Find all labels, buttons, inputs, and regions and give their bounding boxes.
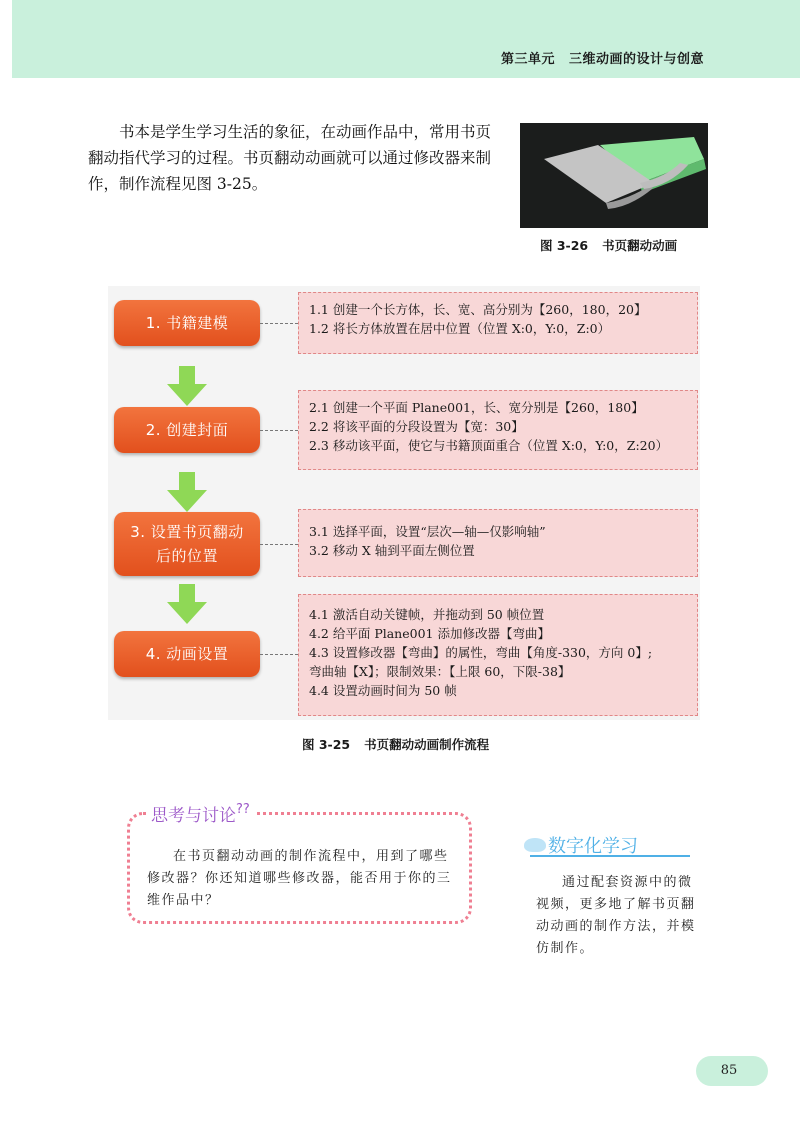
step-1-details — [298, 292, 698, 354]
unit-name: 三维动画的设计与创意 — [568, 52, 704, 67]
step-3-box — [114, 512, 260, 576]
down-arrow-icon — [167, 472, 207, 512]
step-2-connector — [260, 430, 298, 431]
intro-paragraph: 书本是学生学习生活的象征，在动画作品中，常用书页翻动指代学习的过程。书页翻动动画就可以通过修改器来制作，制作流程见图 3-25。 — [88, 123, 492, 193]
cloud-icon — [524, 838, 546, 852]
down-arrow-icon — [167, 584, 207, 624]
step-3-connector — [260, 544, 298, 545]
digital-learning-text: 通过配套资源中的微视频，更多地了解书页翻动动画的制作方法，并模仿制作。 — [536, 875, 696, 956]
step-4-label: 4. 动画设置 — [145, 645, 229, 663]
question-marks-icon: ?? — [236, 802, 250, 817]
digital-learning-underline — [530, 855, 690, 857]
step-4-line-3: 4.3 设置修改器【弯曲】的属性，弯曲【角度-330，方向 0】; — [309, 645, 653, 660]
figure-25-number: 图 3-25 — [302, 737, 351, 752]
step-3-label-line-1: 3. 设置书页翻动 — [130, 523, 244, 541]
think-discuss-text: 在书页翻动动画的制作流程中，用到了哪些修改器？你还知道哪些修改器，能否用于你的三维作品中？ — [147, 849, 452, 908]
book-page-photo — [520, 123, 708, 228]
page-number: 85 — [720, 1063, 738, 1078]
unit-title — [501, 48, 704, 67]
figure-26-title: 书页翻动动画 — [602, 238, 678, 253]
step-4-line-2: 4.2 给平面 Plane001 添加修改器【弯曲】 — [309, 626, 550, 641]
step-2-label: 2. 创建封面 — [145, 421, 229, 439]
step-2-line-1: 2.1 创建一个平面 Plane001，长、宽分别是【260，180】 — [309, 400, 644, 415]
think-discuss-title — [147, 801, 254, 826]
step-4-box — [114, 631, 260, 677]
step-4-line-4: 弯曲轴【X】；限制效果：【上限 60，下限-38】 — [309, 664, 571, 679]
figure-25-caption — [302, 735, 489, 753]
book-page-illustration — [520, 123, 708, 228]
figure-25-title: 书页翻动动画制作流程 — [364, 737, 490, 752]
step-1-connector — [260, 323, 298, 324]
step-1-box — [114, 300, 260, 346]
flowchart — [108, 286, 700, 720]
step-3-line-2: 3.2 移动 X 轴到平面左侧位置 — [309, 543, 475, 558]
step-3-line-1: 3.1 选择平面，设置“层次—轴—仅影响轴” — [309, 524, 546, 539]
down-arrow-icon — [167, 366, 207, 406]
step-3-details — [298, 509, 698, 577]
step-1-line-2: 1.2 将长方体放置在居中位置（位置 X:0，Y:0，Z:0） — [309, 321, 611, 336]
step-2-line-2: 2.2 将该平面的分段设置为【宽：30】 — [309, 419, 524, 434]
step-1-label: 1. 书籍建模 — [145, 314, 229, 332]
step-3-label-line-2: 后的位置 — [155, 547, 218, 565]
unit-label: 第三单元 — [500, 52, 555, 67]
think-discuss-label: 思考与讨论 — [151, 806, 236, 826]
step-4-line-1: 4.1 激活自动关键帧，并拖动到 50 帧位置 — [309, 607, 545, 622]
figure-26-caption — [540, 236, 677, 254]
step-4-details — [298, 594, 698, 716]
step-2-details — [298, 390, 698, 470]
step-1-line-1: 1.1 创建一个长方体，长、宽、高分别为【260，180，20】 — [309, 302, 647, 317]
step-4-line-5: 4.4 设置动画时间为 50 帧 — [309, 683, 457, 698]
figure-26-number: 图 3-26 — [540, 238, 589, 253]
step-2-line-3: 2.3 移动该平面，使它与书籍顶面重合（位置 X:0，Y:0，Z:20） — [309, 438, 669, 453]
step-4-connector — [260, 654, 298, 655]
step-2-box — [114, 407, 260, 453]
digital-learning-title: 数字化学习 — [548, 836, 638, 857]
